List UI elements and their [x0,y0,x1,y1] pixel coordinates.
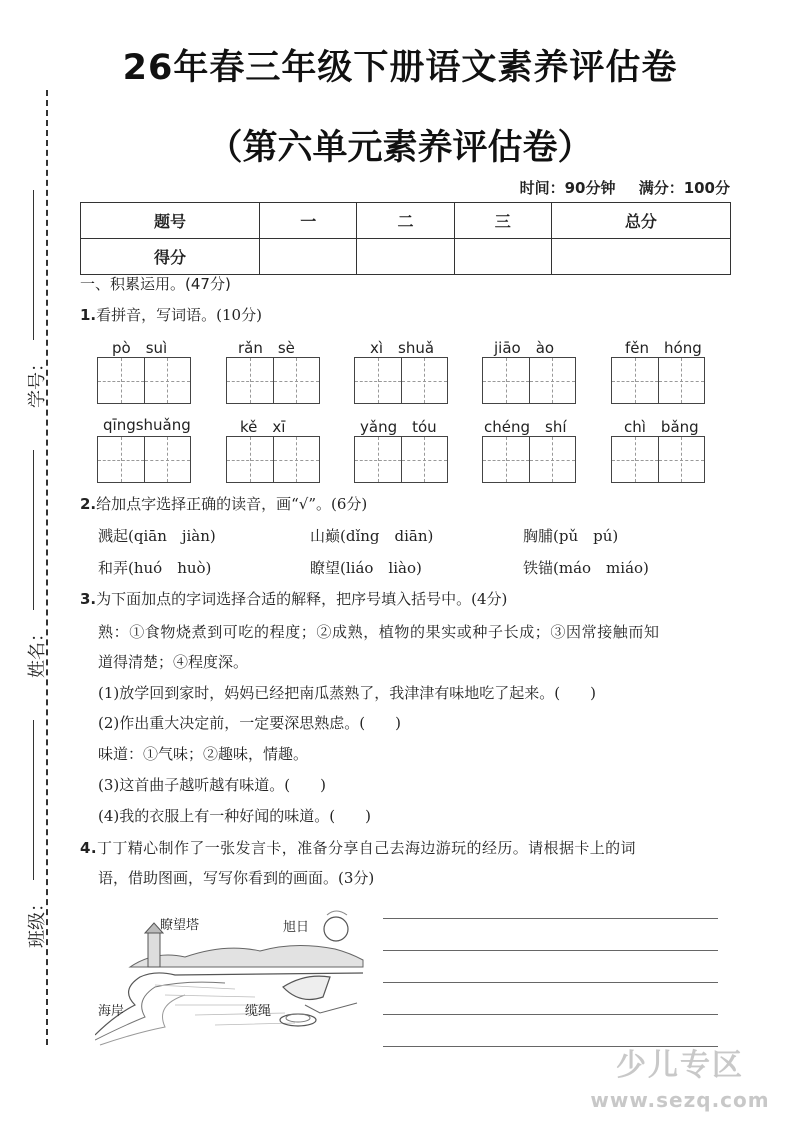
writing-grid[interactable] [354,436,448,483]
question-text-cont: 语，借助图画，写写你看到的画面。(3分) [98,869,375,887]
exam-info [502,177,730,198]
question-2 [80,493,367,514]
class-line [33,720,34,880]
score-table-row [81,239,731,275]
question-text: 丁丁精心制作了一张发言卡，准备分享自己去海边游玩的经历。请根据卡上的词 [96,839,636,857]
writing-grid[interactable] [226,436,320,483]
score-cell[interactable] [357,239,454,275]
definition-line: 道得清楚；④程度深。 [98,653,249,671]
class-label: 班级： [27,894,48,948]
score-cell[interactable] [260,239,357,275]
watermark-logo [590,1040,770,1115]
answer-line[interactable] [383,918,718,919]
rope-label: 缆绳 [245,1004,272,1019]
sentence-3[interactable]: (3)这首曲子越听越有味道。( ) [98,776,326,794]
page-title: 26年春三年级下册语文素养评估卷 [122,48,678,88]
score-table [80,202,731,275]
pinyin: chì bǎng [624,418,699,436]
sentence-4[interactable]: (4)我的衣服上有一种好闻的味道。( ) [98,807,371,825]
page-subtitle: （第六单元素养评估卷） [207,128,593,168]
boat-icon [283,976,330,999]
question-1 [80,304,262,325]
writing-grid[interactable] [611,357,705,404]
name-label: 姓名： [27,624,48,678]
table-cell: 得分 [81,239,260,275]
score-cell[interactable] [454,239,551,275]
question-number: 3. [80,590,97,608]
question-text: 给加点字选择正确的读音，画“√”。(6分) [96,495,368,513]
definition-line: 熟：①食物烧煮到可吃的程度；②成熟，植物的果实或种子长成；③因常接触而知 [98,623,660,641]
pinyin: chéng shí [484,418,567,436]
writing-grid[interactable] [482,436,576,483]
answer-line[interactable] [383,982,718,983]
shore-label: 海岸 [98,1004,125,1019]
question-3 [80,588,507,609]
pinyin: qīngshuǎng [103,416,191,434]
writing-grid[interactable] [611,436,705,483]
sun-icon [324,917,348,941]
pinyin: yǎng tóu [360,418,437,436]
watchtower-icon [148,933,160,967]
student-id-label: 学号： [27,354,48,408]
answer-line[interactable] [383,950,718,951]
table-cell: 总分 [551,203,730,239]
seaside-illustration [95,905,365,1055]
pronunciation-option[interactable]: 和弄(huó huò) [98,559,212,577]
writing-grid[interactable] [97,436,191,483]
pronunciation-option[interactable]: 铁锚(máo miáo) [523,559,649,577]
writing-grid[interactable] [354,357,448,404]
score-table-header [81,203,731,239]
pinyin: fěn hóng [625,339,702,357]
question-text: 看拼音，写词语。(10分) [96,306,262,324]
question-text: 为下面加点的字词选择合适的解释，把序号填入括号中。(4分) [96,590,508,608]
table-cell: 题号 [81,203,260,239]
rope-icon [280,1014,316,1026]
question-number: 1. [80,306,97,324]
writing-grid[interactable] [482,357,576,404]
table-cell: 二 [357,203,454,239]
score-cell[interactable] [551,239,730,275]
full-score-label: 满分：100分 [638,179,730,197]
writing-grid[interactable] [97,357,191,404]
pronunciation-option[interactable]: 瞭望(liáo liào) [310,559,422,577]
pinyin: xì shuǎ [370,339,435,357]
writing-grid[interactable] [226,357,320,404]
sunrise-label: 旭日 [283,920,310,935]
pronunciation-option[interactable]: 胸脯(pǔ pú) [523,527,619,545]
pronunciation-option[interactable]: 溅起(qiān jiàn) [98,527,216,545]
question-4 [80,837,636,858]
watchtower-label: 瞭望塔 [160,918,200,933]
watermark-title: 少儿专区 [616,1048,744,1083]
time-label: 时间：90分钟 [519,179,616,197]
pinyin: jiāo ào [494,339,555,357]
pinyin: pò suì [112,339,168,357]
answer-line[interactable] [383,1014,718,1015]
pronunciation-option[interactable]: 山巅(dǐng diān) [310,527,434,545]
table-cell: 一 [260,203,357,239]
sentence-1[interactable]: (1)放学回到家时，妈妈已经把南瓜蒸熟了，我津津有味地吃了起来。( ) [98,684,596,702]
pinyin: kě xī [240,418,286,436]
question-number: 2. [80,495,97,513]
table-cell: 三 [454,203,551,239]
definition-line: 味道：①气味；②趣味，情趣。 [98,745,309,763]
pinyin: rǎn sè [238,339,295,357]
section-heading: 一、积累运用。(47分) [80,275,231,293]
sentence-2[interactable]: (2)作出重大决定前，一定要深思熟虑。( ) [98,714,401,732]
student-id-line [33,190,34,340]
question-number: 4. [80,839,97,857]
watermark-url: www.sezq.com [590,1088,770,1112]
name-line [33,450,34,610]
